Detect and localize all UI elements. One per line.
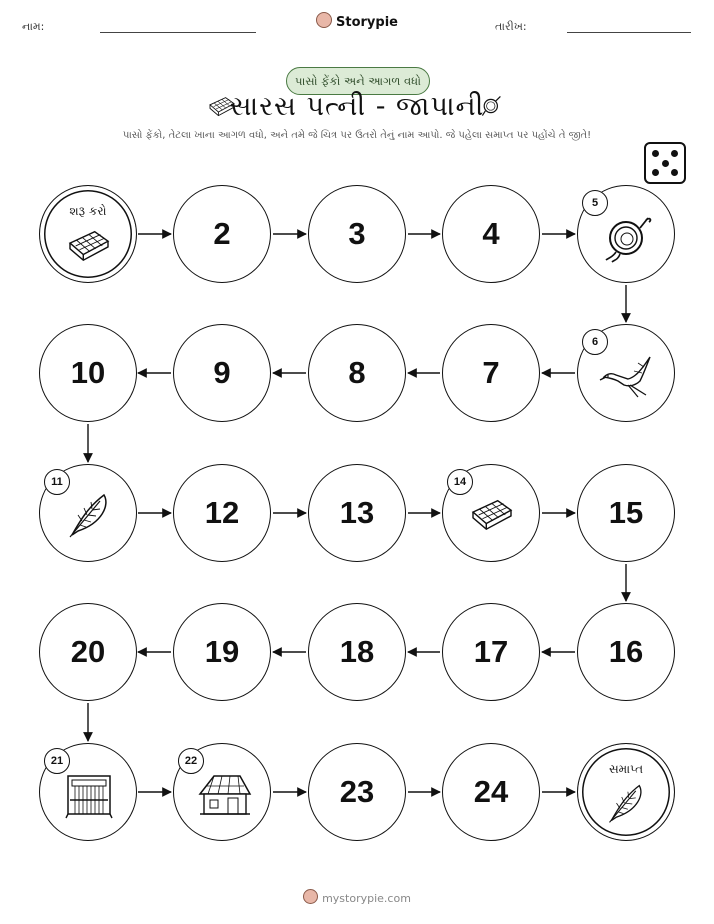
cell-7 bbox=[442, 324, 540, 422]
cell-9 bbox=[173, 324, 271, 422]
crane-icon bbox=[598, 351, 656, 403]
cell-badge: 6 bbox=[582, 329, 608, 355]
cell-number: 9 bbox=[213, 355, 231, 390]
cell-13 bbox=[308, 464, 406, 562]
cell-14 bbox=[442, 464, 540, 562]
cell-10 bbox=[39, 324, 137, 422]
cell-11 bbox=[39, 464, 137, 562]
cell-21 bbox=[39, 743, 137, 841]
cell-17 bbox=[442, 603, 540, 701]
cell-badge: 14 bbox=[447, 469, 473, 495]
cell-number: 24 bbox=[473, 774, 509, 809]
cell-24 bbox=[442, 743, 540, 841]
blanket-icon bbox=[469, 495, 515, 533]
finish-label: સમાપ્ત bbox=[608, 762, 644, 776]
cell-22 bbox=[173, 743, 271, 841]
name-label: નામ: bbox=[22, 20, 45, 33]
cell-badge: 21 bbox=[44, 748, 70, 774]
cell-3 bbox=[308, 185, 406, 283]
cell-18 bbox=[308, 603, 406, 701]
cell-number: 19 bbox=[204, 634, 240, 669]
cell-6 bbox=[577, 324, 675, 422]
cell-number: 20 bbox=[70, 634, 106, 669]
cell-number: 13 bbox=[339, 495, 375, 530]
storypie-logo-icon bbox=[303, 889, 318, 904]
page-title: સારસ પત્ની - જાપાની bbox=[229, 91, 485, 122]
feather-icon bbox=[606, 782, 648, 826]
cell-number: 17 bbox=[473, 634, 509, 669]
cell-4 bbox=[442, 185, 540, 283]
cell-number: 2 bbox=[213, 216, 231, 251]
cell-badge: 22 bbox=[178, 748, 204, 774]
cell-finish bbox=[577, 743, 675, 841]
cell-8 bbox=[308, 324, 406, 422]
cell-number: 10 bbox=[70, 355, 106, 390]
cell-number: 3 bbox=[348, 216, 366, 251]
cell-number: 12 bbox=[204, 495, 240, 530]
rope-icon bbox=[602, 214, 654, 264]
cell-number: 23 bbox=[339, 774, 375, 809]
cell-number: 8 bbox=[348, 355, 366, 390]
cell-number: 15 bbox=[608, 495, 644, 530]
cell-2 bbox=[173, 185, 271, 283]
blanket-icon bbox=[66, 226, 112, 264]
footer-url[interactable]: mystorypie.com bbox=[322, 892, 411, 905]
cell-23 bbox=[308, 743, 406, 841]
loom-icon bbox=[64, 770, 114, 820]
cell-15 bbox=[577, 464, 675, 562]
cell-19 bbox=[173, 603, 271, 701]
cell-badge: 11 bbox=[44, 469, 70, 495]
hut-icon bbox=[196, 772, 252, 820]
instructions: પાસો ફેંકો, તેટલા ખાના આગળ વધો, અને તમે જે ચિત્ર પર ઉતરો તેનું નામ આપો. જે પહેલા સમાપ્ત પર પહોંચે તે જીતે! bbox=[122, 130, 592, 141]
cell-number: 18 bbox=[339, 634, 375, 669]
cell-start bbox=[39, 185, 137, 283]
cell-16 bbox=[577, 603, 675, 701]
date-label: તારીખ: bbox=[495, 20, 527, 33]
brand-name: Storypie bbox=[336, 15, 398, 30]
cell-5 bbox=[577, 185, 675, 283]
cell-number: 4 bbox=[482, 216, 500, 251]
start-label: શરૂ કરો bbox=[69, 204, 107, 218]
footer bbox=[0, 889, 714, 905]
subtitle-pill: પાસો ફેંકો અને આગળ વધો bbox=[286, 67, 430, 95]
cell-20 bbox=[39, 603, 137, 701]
cell-number: 16 bbox=[608, 634, 644, 669]
cell-number: 7 bbox=[482, 355, 500, 390]
cell-12 bbox=[173, 464, 271, 562]
feather-icon bbox=[66, 491, 114, 541]
cell-badge: 5 bbox=[582, 190, 608, 216]
